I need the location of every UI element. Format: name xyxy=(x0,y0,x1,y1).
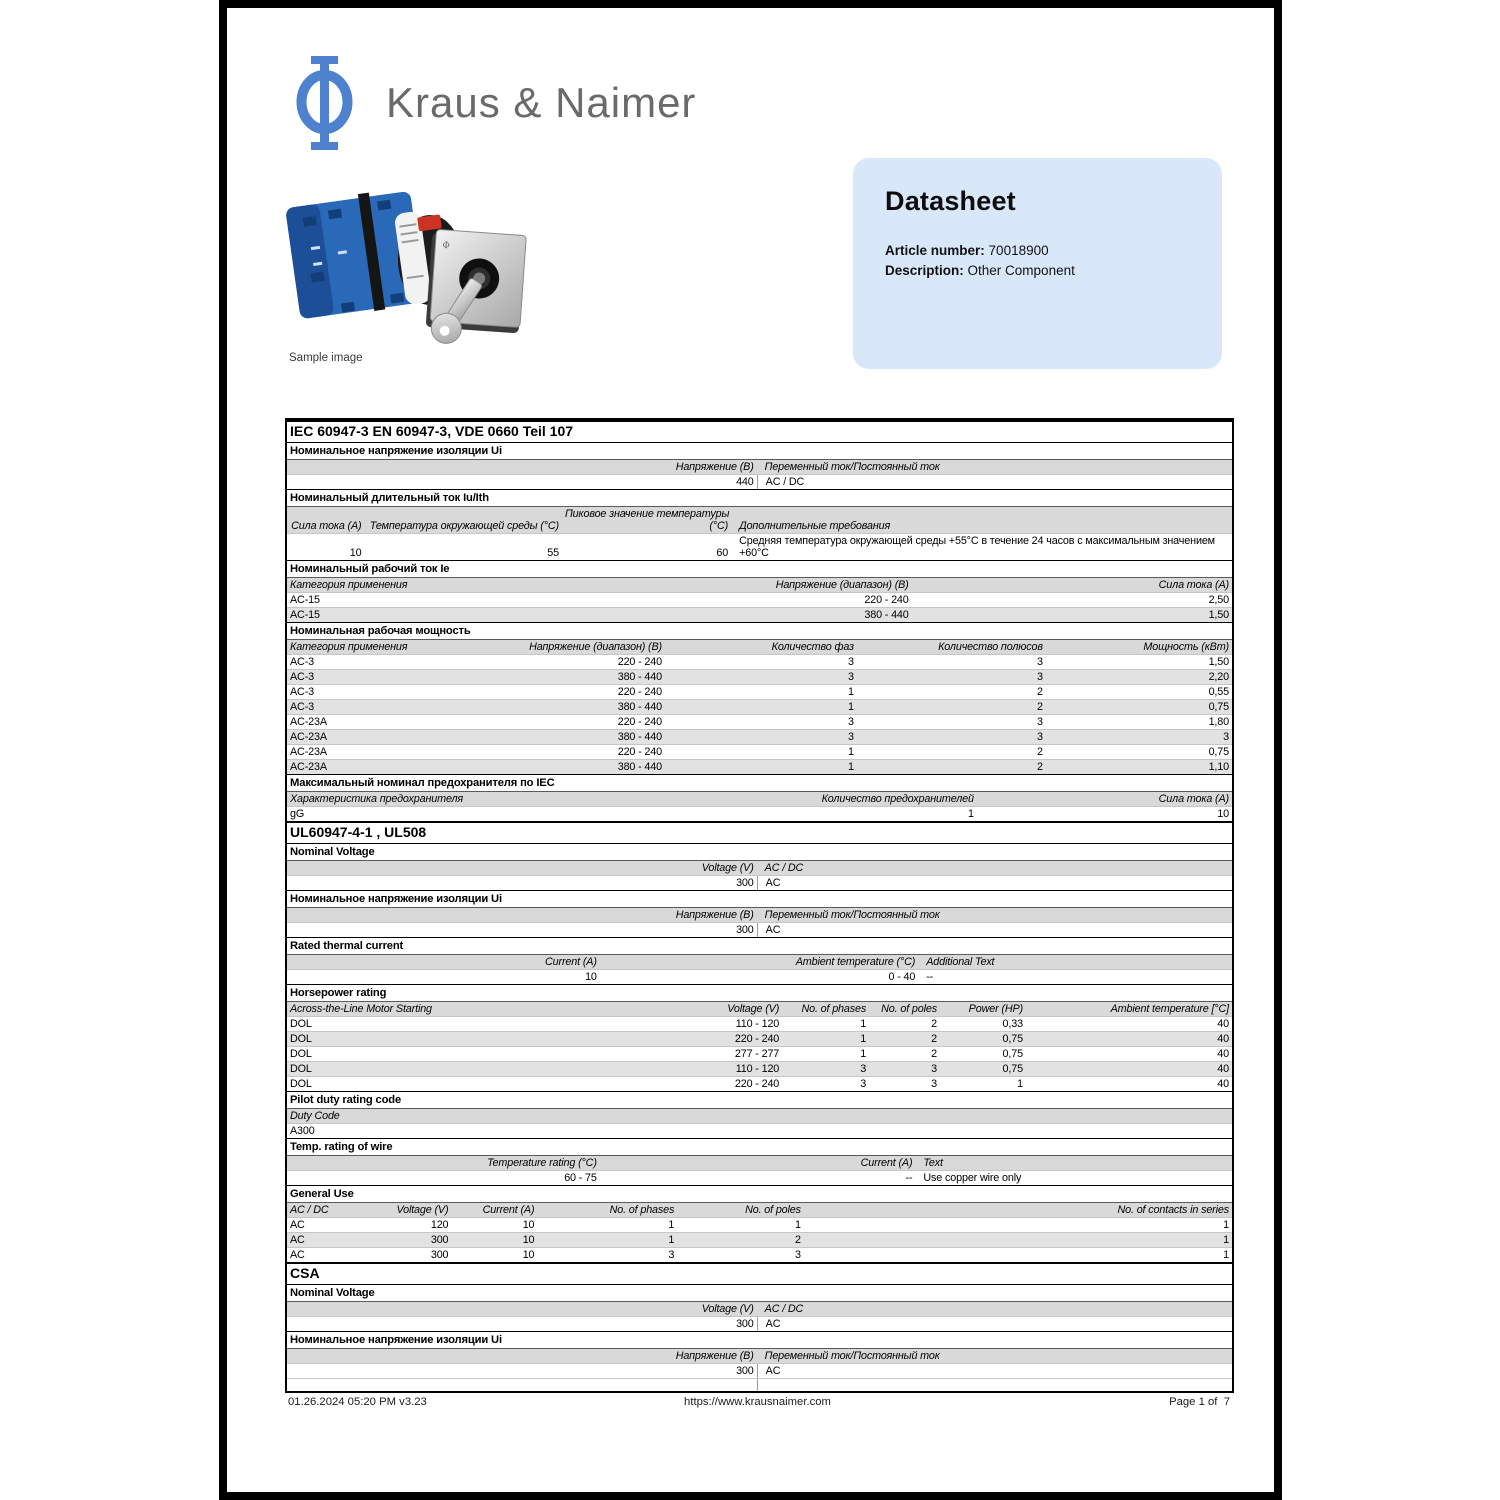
table-cell: 3 xyxy=(1036,656,1043,668)
table-cell: DOL xyxy=(290,1033,312,1045)
table-cell: 120 xyxy=(430,1219,449,1231)
table-cell: AC xyxy=(757,1364,1232,1378)
spec-table xyxy=(285,418,1234,1393)
table-row xyxy=(287,474,1232,489)
table-cell: Количество полюсов xyxy=(938,641,1043,653)
table-cell: 1 xyxy=(860,1033,867,1045)
article-number-label: Article number: xyxy=(885,243,985,258)
table-header-row xyxy=(287,907,1232,922)
table-cell: Voltage (V) xyxy=(701,1303,754,1315)
table-cell: 1 xyxy=(860,1018,867,1030)
table-cell: No. of phases xyxy=(801,1003,867,1015)
page-footer xyxy=(285,1396,1230,1412)
table-cell: Средняя температура окружающей среды +55°C в течение 24 часов с максимальным значением +60°C xyxy=(739,535,1215,559)
table-row xyxy=(287,1046,1232,1061)
table-cell: 3 xyxy=(1036,716,1043,728)
table-cell: Напряжение (В) xyxy=(675,909,754,921)
table-cell xyxy=(757,1379,1232,1391)
table-cell: Voltage (V) xyxy=(701,862,754,874)
table-cell: 2 xyxy=(931,1033,937,1045)
table-cell: 40 xyxy=(1217,1033,1229,1045)
table-cell: 0,33 xyxy=(1002,1018,1023,1030)
table-section-title: UL60947-4-1 , UL508 xyxy=(287,821,1232,843)
table-cell: 10 xyxy=(522,1234,535,1246)
table-cell: 1,80 xyxy=(1208,716,1229,728)
table-cell: 110 - 120 xyxy=(735,1018,780,1030)
table-row xyxy=(287,729,1232,744)
table-header-row xyxy=(287,639,1232,654)
table-cell: AC xyxy=(290,1219,305,1231)
table-cell: 1 xyxy=(967,808,974,820)
table-cell: AC-3 xyxy=(290,686,314,698)
sample-image-caption: Sample image xyxy=(289,352,363,364)
table-cell: Additional Text xyxy=(926,956,995,968)
table-cell: Количество фаз xyxy=(771,641,854,653)
table-cell: 3 xyxy=(860,1078,867,1090)
table-cell: Дополнительные требования xyxy=(739,520,891,532)
table-cell: 1 xyxy=(847,701,854,713)
table-cell: Напряжение (диапазон) (В) xyxy=(529,641,662,653)
table-cell: DOL xyxy=(290,1018,312,1030)
table-cell: 220 - 240 xyxy=(734,1033,780,1045)
table-cell: 380 - 440 xyxy=(864,609,909,621)
table-cell: Напряжение (В) xyxy=(675,1350,754,1362)
table-cell: 220 - 240 xyxy=(734,1078,780,1090)
table-cell: AC-23A xyxy=(290,716,327,728)
table-cell: 3 xyxy=(1223,731,1229,743)
table-row xyxy=(287,592,1232,607)
table-cell: 1 xyxy=(860,1048,867,1060)
table-subsection-title: Rated thermal current xyxy=(287,937,1232,954)
table-subsection-title: Номинальное напряжение изоляции Ui xyxy=(287,890,1232,907)
table-row xyxy=(287,533,1232,560)
table-cell: 3 xyxy=(795,1249,801,1261)
table-cell: Категория применения xyxy=(290,579,408,591)
table-cell: Duty Code xyxy=(290,1110,340,1122)
table-cell: 1 xyxy=(847,761,854,773)
brand-name: Kraus & Naimer xyxy=(386,79,697,126)
table-cell: 40 xyxy=(1217,1063,1229,1075)
table-cell: 3 xyxy=(668,1249,675,1261)
table-row xyxy=(287,669,1232,684)
table-cell: 10 xyxy=(349,547,362,559)
table-cell: A300 xyxy=(290,1125,315,1137)
table-cell: 1 xyxy=(668,1219,675,1231)
table-cell: Voltage (V) xyxy=(396,1204,449,1216)
table-cell: 300 xyxy=(736,1318,754,1330)
table-header-row xyxy=(287,1301,1232,1316)
table-subsection-title: Номинальное напряжение изоляции Ui xyxy=(287,442,1232,459)
description-value: Other Component xyxy=(967,263,1075,278)
table-cell: 3 xyxy=(1036,731,1043,743)
footer-page-number: Page 1 of 7 xyxy=(1169,1396,1230,1408)
table-cell: 300 xyxy=(430,1249,449,1261)
table-cell: 55 xyxy=(547,547,559,559)
table-cell: 220 - 240 xyxy=(617,716,662,728)
table-cell: 2 xyxy=(931,1048,937,1060)
table-subsection-title: Номинальная рабочая мощность xyxy=(287,622,1232,639)
table-header-row xyxy=(287,860,1232,875)
table-cell: 2 xyxy=(931,1018,937,1030)
table-cell: 1 xyxy=(1223,1234,1229,1246)
table-subsection-title: Номинальный длительный ток Iu/Ith xyxy=(287,489,1232,506)
table-row xyxy=(287,1123,1232,1138)
table-cell: AC xyxy=(757,876,1232,890)
table-cell: 3 xyxy=(847,671,854,683)
table-cell: DOL xyxy=(290,1078,312,1090)
table-subsection-title: Pilot duty rating code xyxy=(287,1091,1232,1108)
table-cell: Ambient temperature (°C) xyxy=(795,956,916,968)
table-cell: 60 - 75 xyxy=(564,1172,597,1184)
table-cell: 2,50 xyxy=(1208,594,1229,606)
table-cell: Количество предохранителей xyxy=(821,793,974,805)
table-row xyxy=(287,922,1232,937)
table-cell: Пиковое значение температуры (°C) xyxy=(564,508,730,532)
table-row xyxy=(287,1031,1232,1046)
table-cell: 1 xyxy=(668,1234,675,1246)
product-image xyxy=(282,166,534,358)
table-cell: 1 xyxy=(847,686,854,698)
table-subsection-title: Temp. rating of wire xyxy=(287,1138,1232,1155)
table-row xyxy=(287,1247,1232,1262)
table-cell: Current (A) xyxy=(545,956,597,968)
table-cell: -- xyxy=(926,971,934,983)
table-cell: 10 xyxy=(1217,808,1229,820)
table-cell: 2 xyxy=(795,1234,801,1246)
table-cell: 0,75 xyxy=(1208,701,1229,713)
table-cell: No. of poles xyxy=(881,1003,937,1015)
table-row xyxy=(287,875,1232,890)
table-row xyxy=(287,684,1232,699)
table-row xyxy=(287,1016,1232,1031)
table-cell: 40 xyxy=(1217,1018,1229,1030)
table-cell: Current (A) xyxy=(860,1157,913,1169)
table-cell: DOL xyxy=(290,1048,312,1060)
table-header-row xyxy=(287,577,1232,592)
table-header-row xyxy=(287,1202,1232,1217)
table-row xyxy=(287,1316,1232,1331)
table-cell: 220 - 240 xyxy=(617,746,662,758)
table-cell: 0,75 xyxy=(1002,1048,1023,1060)
table-cell: Напряжение (В) xyxy=(675,461,754,473)
table-cell: 1 xyxy=(795,1219,801,1231)
table-cell: AC-23A xyxy=(290,761,327,773)
footer-timestamp: 01.26.2024 05:20 PM v3.23 xyxy=(288,1396,427,1408)
table-row xyxy=(287,1061,1232,1076)
table-cell: 2,20 xyxy=(1208,671,1229,683)
table-cell: AC-23A xyxy=(290,731,327,743)
table-header-row xyxy=(287,954,1232,969)
table-cell: 1 xyxy=(1017,1078,1023,1090)
article-number-value: 70018900 xyxy=(988,243,1049,258)
table-cell: 1 xyxy=(1223,1219,1229,1231)
table-row xyxy=(287,806,1232,821)
table-cell: Переменный ток/Постоянный ток xyxy=(764,461,940,473)
table-cell: 3 xyxy=(860,1063,867,1075)
table-cell: AC-3 xyxy=(290,656,314,668)
table-cell: 300 xyxy=(736,924,754,936)
table-header-row xyxy=(287,1155,1232,1170)
table-cell: -- xyxy=(905,1172,913,1184)
table-header-row xyxy=(287,791,1232,806)
table-cell: Переменный ток/Постоянный ток xyxy=(764,909,940,921)
table-cell: 1,10 xyxy=(1208,761,1229,773)
table-cell: AC xyxy=(757,1317,1232,1331)
table-cell: AC-3 xyxy=(290,671,314,683)
table-cell: 3 xyxy=(847,656,854,668)
table-subsection-title: General Use xyxy=(287,1185,1232,1202)
table-cell: 3 xyxy=(931,1063,937,1075)
table-cell: 2 xyxy=(1036,701,1043,713)
table-cell: 10 xyxy=(522,1249,535,1261)
table-cell: AC xyxy=(290,1234,305,1246)
table-cell: 1 xyxy=(1223,1249,1229,1261)
svg-text:Φ: Φ xyxy=(442,240,451,252)
table-cell: Power (HP) xyxy=(968,1003,1023,1015)
description-line xyxy=(885,261,1190,281)
table-cell: gG xyxy=(290,808,305,820)
datasheet-title: Datasheet xyxy=(885,186,1016,216)
table-cell: Temperature rating (°C) xyxy=(487,1157,597,1169)
datasheet-info-box xyxy=(853,158,1222,369)
table-cell: 1 xyxy=(847,746,854,758)
table-subsection-title: Номинальный рабочий ток Ie xyxy=(287,560,1232,577)
footer-url[interactable]: https://www.krausnaimer.com xyxy=(684,1396,831,1408)
table-cell: AC / DC xyxy=(757,475,1232,489)
table-cell: AC / DC xyxy=(764,862,804,874)
table-section-title: IEC 60947-3 EN 60947-3, VDE 0660 Teil 107 xyxy=(287,420,1232,442)
table-cell: Сила тока (А) xyxy=(1158,579,1229,591)
table-header-row xyxy=(287,1001,1232,1016)
table-subsection-title: Номинальное напряжение изоляции Ui xyxy=(287,1331,1232,1348)
datasheet-page xyxy=(219,0,1282,1500)
table-cell: 0 - 40 xyxy=(888,971,916,983)
table-cell: Ambient temperature [°C] xyxy=(1110,1003,1229,1015)
table-row xyxy=(287,1378,1232,1391)
table-section-title: CSA xyxy=(287,1262,1232,1284)
table-subsection-title: Nominal Voltage xyxy=(287,843,1232,860)
phi-logo-icon xyxy=(290,56,358,150)
table-cell: 60 xyxy=(716,547,729,559)
cam-switch-photo xyxy=(282,166,534,358)
table-cell xyxy=(287,1379,757,1391)
table-cell: No. of phases xyxy=(609,1204,675,1216)
table-header-row xyxy=(287,1348,1232,1363)
table-cell: Категория применения xyxy=(290,641,408,653)
table-cell: 0,55 xyxy=(1208,686,1229,698)
table-cell: 440 xyxy=(736,476,754,488)
table-cell: 1,50 xyxy=(1208,609,1229,621)
table-subsection-title: Максимальный номинал предохранителя по IEC xyxy=(287,774,1232,791)
table-cell: Сила тока (А) xyxy=(291,520,362,532)
table-cell: 0,75 xyxy=(1002,1033,1023,1045)
table-cell: Use copper wire only xyxy=(923,1172,1022,1184)
table-cell: 10 xyxy=(585,971,597,983)
table-cell: AC / DC xyxy=(764,1303,804,1315)
table-cell: 40 xyxy=(1217,1048,1229,1060)
table-cell: 3 xyxy=(931,1078,937,1090)
table-cell: 277 - 277 xyxy=(734,1048,780,1060)
table-cell: Current (A) xyxy=(482,1204,535,1216)
table-cell: 3 xyxy=(1036,671,1043,683)
table-cell: Напряжение (диапазон) (В) xyxy=(775,579,909,591)
table-subsection-title: Nominal Voltage xyxy=(287,1284,1232,1301)
table-row xyxy=(287,969,1232,984)
table-header-row xyxy=(287,459,1232,474)
table-cell: 1,50 xyxy=(1208,656,1229,668)
table-cell: 110 - 120 xyxy=(735,1063,780,1075)
table-cell: 10 xyxy=(522,1219,535,1231)
table-cell: 40 xyxy=(1217,1078,1229,1090)
table-cell: 300 xyxy=(736,1365,754,1377)
table-cell: AC / DC xyxy=(290,1204,329,1216)
table-subsection-title: Horsepower rating xyxy=(287,984,1232,1001)
table-cell: Температура окружающей среды (°C) xyxy=(369,520,559,532)
table-row xyxy=(287,759,1232,774)
table-row xyxy=(287,607,1232,622)
table-cell: AC xyxy=(290,1249,305,1261)
article-number-line xyxy=(885,241,1190,261)
table-cell: 3 xyxy=(847,731,854,743)
table-row xyxy=(287,1217,1232,1232)
table-row xyxy=(287,699,1232,714)
table-cell: No. of poles xyxy=(745,1204,801,1216)
table-row xyxy=(287,1076,1232,1091)
table-cell: Характеристика предохранителя xyxy=(290,793,464,805)
table-cell: AC-15 xyxy=(290,609,320,621)
table-cell: 220 - 240 xyxy=(864,594,909,606)
table-cell: Text xyxy=(923,1157,943,1169)
table-cell: AC-3 xyxy=(290,701,314,713)
table-cell: 3 xyxy=(847,716,854,728)
table-row xyxy=(287,1232,1232,1247)
table-cell: AC-15 xyxy=(290,594,320,606)
table-cell: 2 xyxy=(1036,686,1043,698)
table-header-row xyxy=(287,1108,1232,1123)
table-cell: 380 - 440 xyxy=(617,701,662,713)
table-cell: AC-23A xyxy=(290,746,327,758)
table-cell: AC xyxy=(757,923,1232,937)
table-cell: 220 - 240 xyxy=(617,656,662,668)
table-row xyxy=(287,714,1232,729)
table-cell: 2 xyxy=(1036,746,1043,758)
brand-logo xyxy=(290,56,696,150)
table-row xyxy=(287,1363,1232,1378)
table-cell: 2 xyxy=(1036,761,1043,773)
table-cell: 0,75 xyxy=(1208,746,1229,758)
table-cell: 380 - 440 xyxy=(617,761,662,773)
table-row xyxy=(287,654,1232,669)
table-cell: 0,75 xyxy=(1002,1063,1023,1075)
table-cell: 220 - 240 xyxy=(617,686,662,698)
table-cell: Across-the-Line Motor Starting xyxy=(290,1003,432,1015)
table-cell: No. of contacts in series xyxy=(1117,1204,1229,1216)
table-row xyxy=(287,1170,1232,1185)
table-cell: 300 xyxy=(736,877,754,889)
table-cell: 380 - 440 xyxy=(617,671,662,683)
table-cell: 300 xyxy=(430,1234,449,1246)
table-cell: DOL xyxy=(290,1063,312,1075)
table-header-row xyxy=(287,506,1232,533)
table-cell: Переменный ток/Постоянный ток xyxy=(764,1350,940,1362)
table-cell: 380 - 440 xyxy=(617,731,662,743)
table-row xyxy=(287,744,1232,759)
description-label: Description: xyxy=(885,263,964,278)
table-cell: Сила тока (А) xyxy=(1158,793,1229,805)
table-cell: Мощность (кВт) xyxy=(1143,641,1229,653)
table-cell: Voltage (V) xyxy=(727,1003,780,1015)
